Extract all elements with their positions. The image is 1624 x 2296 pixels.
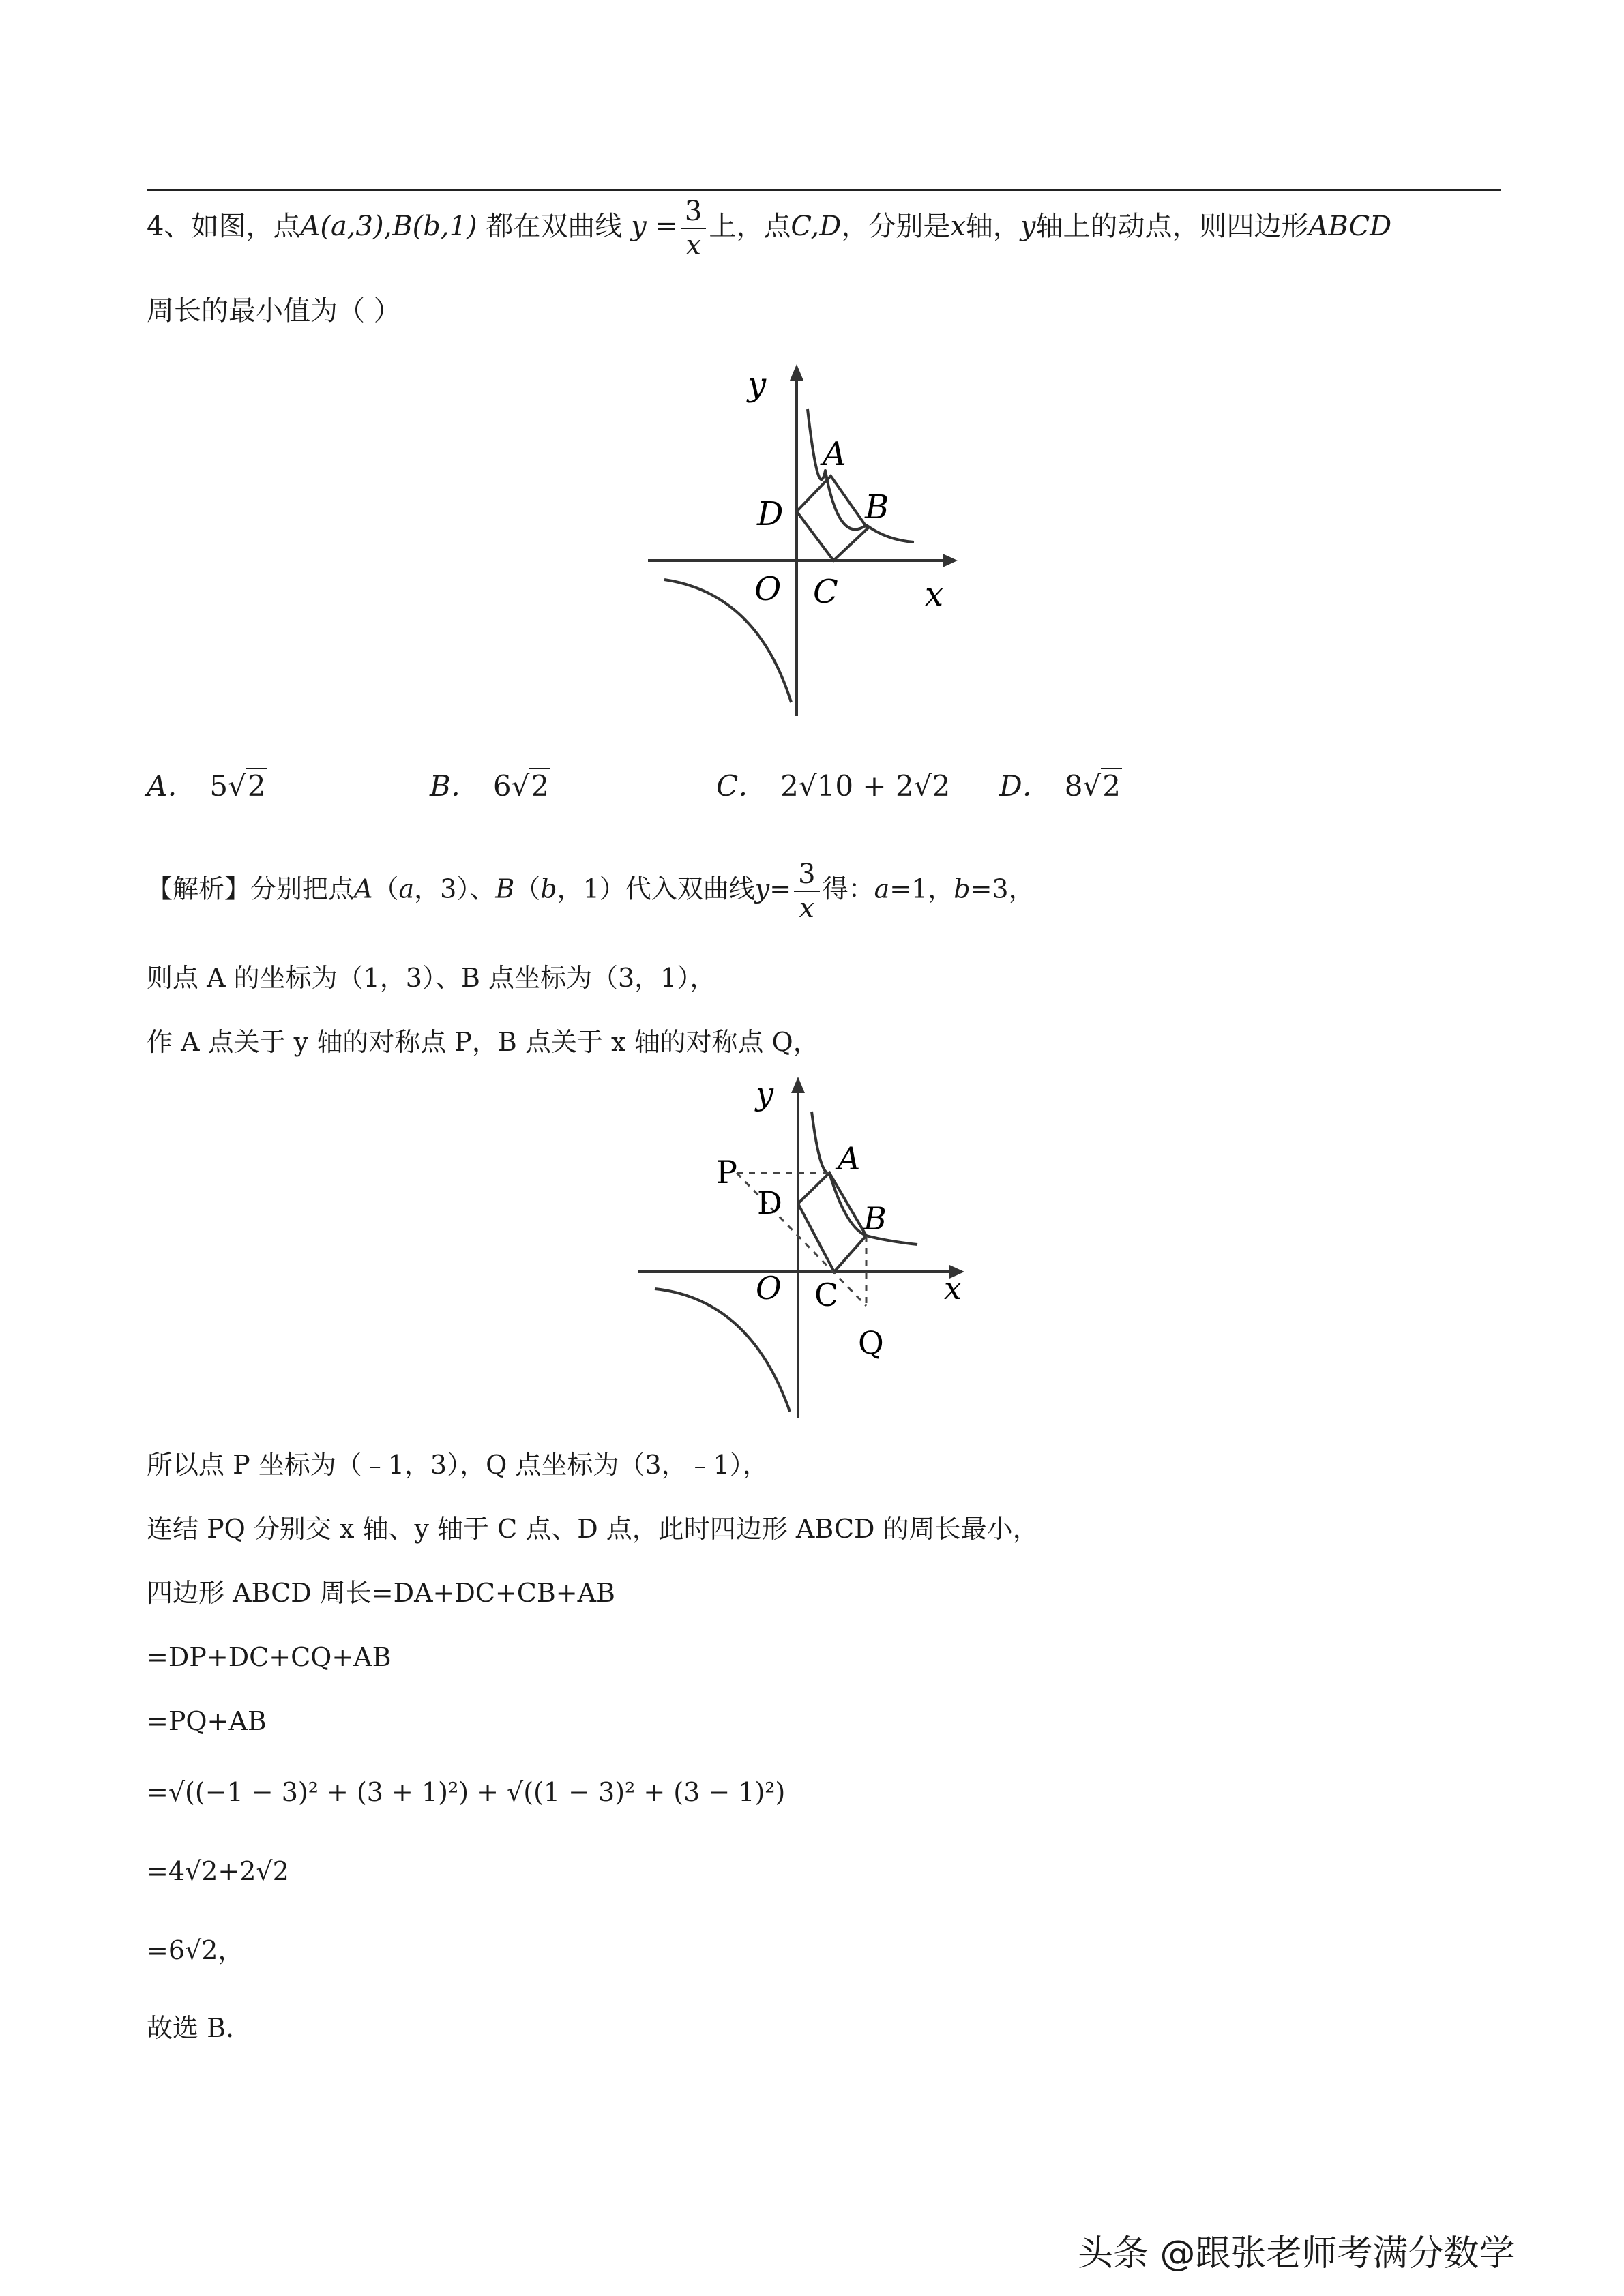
solution-line-7: =DP+DC+CQ+AB [147,1642,392,1672]
point-b: B(b,1) [392,211,477,242]
solution-line-5: 连结 PQ 分别交 x 轴、y 轴于 C 点、D 点，此时四边形 ABCD 的周长最小， [147,1514,1039,1544]
option-d[interactable]: D． 8√2 [999,769,1121,803]
solution-line-1: 【解析】分别把点A（a，3）、B（b，1）代入双曲线y= $\frac{3}{x}$ 得：a=1，b=3， [147,859,1035,924]
fig2-label-y: y [756,1075,773,1112]
quad-abcd: ABCD [1308,211,1392,242]
solution-line-10: =4√2+2√2 [147,1856,289,1886]
fig2-label-x: x [944,1270,962,1307]
question-line-2: 周长的最小值为（ ） [147,295,401,327]
fig1-label-o: O [754,570,782,608]
solution-line-2: 则点 A 的坐标为（1，3）、B 点坐标为（3，1）， [147,963,716,993]
solution-line-6: 四边形 ABCD 周长=DA+DC+CB+AB [147,1578,615,1608]
fig2-label-d: D [757,1184,782,1221]
solution-line-11: =6√2， [147,1935,244,1965]
fig2-label-a: A [838,1140,861,1177]
question-number: 4、 [147,211,192,242]
solution-line-12: 故选 B. [147,2013,235,2043]
figure-1 [655,355,969,723]
fig2-label-c: C [814,1277,839,1313]
option-a[interactable]: A． 5√2 [147,769,266,803]
fig2-label-o: O [756,1270,782,1307]
solution-line-9: =√((−1 − 3)² + (3 + 1)²) + √((1 − 3)² + (3 − 1)²) [147,1777,786,1807]
fig2-label-b: B [863,1200,887,1237]
option-b[interactable]: B． 6√2 [430,769,550,803]
solution-line-8: =PQ+AB [147,1706,267,1736]
solution-line-4: 所以点 P 坐标为（﹣1，3），Q 点坐标为（3，﹣1）， [147,1450,769,1480]
watermark: 头条 @跟张老师考满分数学 [1078,2233,1515,2274]
options-row [147,764,1501,805]
fig1-label-c: C [813,573,838,611]
top-rule [147,189,1501,191]
question-line-1: 4、如图，点A(a,3),B(b,1) 都在双曲线 y = $\frac{3}{x}$ 上，点C,D，分别是x轴，y轴上的动点，则四边形ABCD [147,196,1392,261]
fig1-label-y: y [748,366,767,404]
fig2-label-q: Q [858,1324,884,1361]
option-c[interactable]: C． 2√10 + 2√2 [716,769,951,803]
fig1-label-x: x [925,576,944,614]
fig1-label-d: D [757,495,784,533]
fig2-label-p: P [716,1154,737,1191]
fig1-label-a: A [823,435,846,473]
figure-2 [641,1074,982,1422]
fig1-label-b: B [865,488,889,526]
solution-fraction: $\frac{3}{x}$ [794,861,819,922]
point-a: A(a,3) [300,211,384,242]
solution-line-3: 作 A 点关于 y 轴的对称点 P，B 点关于 x 轴的对称点 Q， [147,1027,819,1057]
curve-fraction: $\frac{3}{x}$ [681,198,706,259]
